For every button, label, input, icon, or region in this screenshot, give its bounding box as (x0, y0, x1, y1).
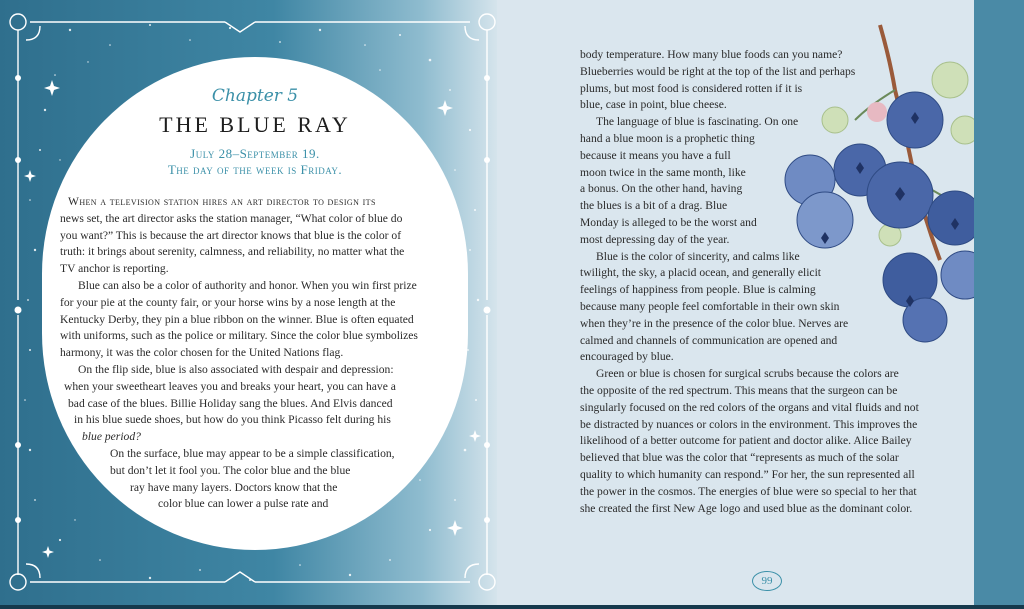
left-text-line: color blue can lower a pulse rate and (158, 497, 329, 511)
right-text-line: calmed and channels of communication are opened and (580, 333, 838, 347)
left-body-text (60, 194, 450, 513)
right-text-line: Blue is the color of sincerity, and calms like (596, 249, 800, 263)
right-text-line: a bonus. On the other hand, having (580, 182, 743, 196)
right-text-line: blue, case in point, blue cheese. (580, 98, 727, 112)
chapter-dates (60, 146, 450, 178)
right-text-line: encouraged by blue. (580, 350, 674, 364)
right-text-line: plums, but most food is considered rotten if it is (580, 81, 803, 95)
right-text-line: because it means you have a full (580, 148, 731, 162)
left-text-line: bad case of the blues. Billie Holiday sang the blues. And Elvis danced (68, 396, 393, 410)
right-text-line: Blueberries would be right at the top of the list and perhaps (580, 64, 856, 78)
right-text-line: when they’re in the presence of the color blue. Nerves are (580, 316, 849, 330)
right-text-line: the power in the cosmos. The energies of blue were so special to her that (580, 484, 917, 498)
left-text-line: TV anchor is reporting. (60, 262, 169, 276)
right-text-line: most depressing day of the year. (580, 232, 730, 246)
right-text-line: because many people feel comfortable in their own skin (580, 299, 840, 313)
right-text-line: body temperature. How many blue foods can you name? (580, 48, 843, 61)
chapter-title: THE BLUE RAY (159, 112, 351, 137)
right-text-line: she created the first New Age logo and used blue as the dominant color. (580, 501, 913, 515)
right-text-line: singularly focused on the red colors of the organs and vital fluids and not (580, 400, 919, 414)
left-text-line: On the surface, blue may appear to be a simple classification, (110, 446, 395, 460)
left-text-line: you want?” This is because the art director knows that blue is the color of (60, 228, 402, 242)
dates-line-1: July 28–September 19. (190, 146, 320, 161)
left-text-line: ray have many layers. Doctors know that the (130, 480, 338, 494)
left-text-line: truth: it brings about serenity, calmness, and reliability, no matter what the (60, 245, 405, 259)
right-text-line: believed that blue was the color that “represents as much of the solar (580, 451, 899, 465)
left-page (0, 0, 497, 605)
left-text-line: but don’t let it fool you. The color blue and the blue (110, 463, 351, 477)
right-page (497, 0, 974, 605)
right-text-line: likelihood of a better outcome for patient and doctor alike. Alice Bailey (580, 434, 912, 448)
left-text-line: Blue can also be a color of authority and honor. When you win first prize (78, 278, 417, 292)
right-text-line: moon twice in the same month, like (580, 165, 746, 179)
right-text-line: the blues is a bit of a drag. Blue (580, 199, 728, 213)
right-text-line: the opposite of the red spectrum. This means that the surgeon can be (580, 383, 898, 397)
right-text-line: twilight, the sky, a placid ocean, and generally elicit (580, 266, 822, 280)
right-text-line: Green or blue is chosen for surgical scrubs because the colors are (596, 367, 899, 381)
page-number: 99 (752, 571, 782, 591)
left-text-line: news set, the art director asks the station manager, “What color of blue do (60, 211, 403, 225)
left-text-line: blue period? (82, 430, 141, 444)
left-text-line: with uniforms, such as the police or military. Since the color blue symbolizes (60, 329, 418, 343)
chapter-opening (60, 86, 450, 513)
left-text-line: When a television station hires an art director to design its (68, 195, 376, 208)
left-text-line: for your pie at the county fair, or your horse wins by a nose length at the (60, 295, 396, 309)
right-text-line: quality to which humanity can respond.” For her, the sun represented all (580, 467, 915, 481)
dates-line-2: The day of the week is Friday. (167, 162, 343, 177)
right-text-line: be distracted by nuances or colors in the environment. This improves the (580, 417, 918, 431)
right-text-line: hand a blue moon is a prophetic thing (580, 131, 755, 145)
chapter-label: Chapter 5 (211, 86, 299, 106)
blueberry-branch-icon (765, 20, 1005, 350)
right-text-line: The language of blue is fascinating. On one (596, 115, 799, 129)
left-text-line: On the flip side, blue is also associated with despair and depression: (78, 362, 394, 376)
left-text-line: Kentucky Derby, they pin a blue ribbon on the winner. Blue is often equated (60, 312, 414, 326)
left-text-line: in his blue suede shoes, but how do you think Picasso felt during his (74, 413, 391, 427)
right-text-line: feelings of happiness from people. Blue is calming (580, 283, 816, 297)
bottom-edge (0, 605, 1024, 609)
left-text-line: when your sweetheart leaves you and breaks your heart, you can have a (64, 379, 396, 393)
left-text-line: harmony, it was the color chosen for the United Nations flag. (60, 346, 344, 360)
background-strip (974, 0, 1024, 609)
right-text-line: Monday is alleged to be the worst and (580, 215, 757, 229)
